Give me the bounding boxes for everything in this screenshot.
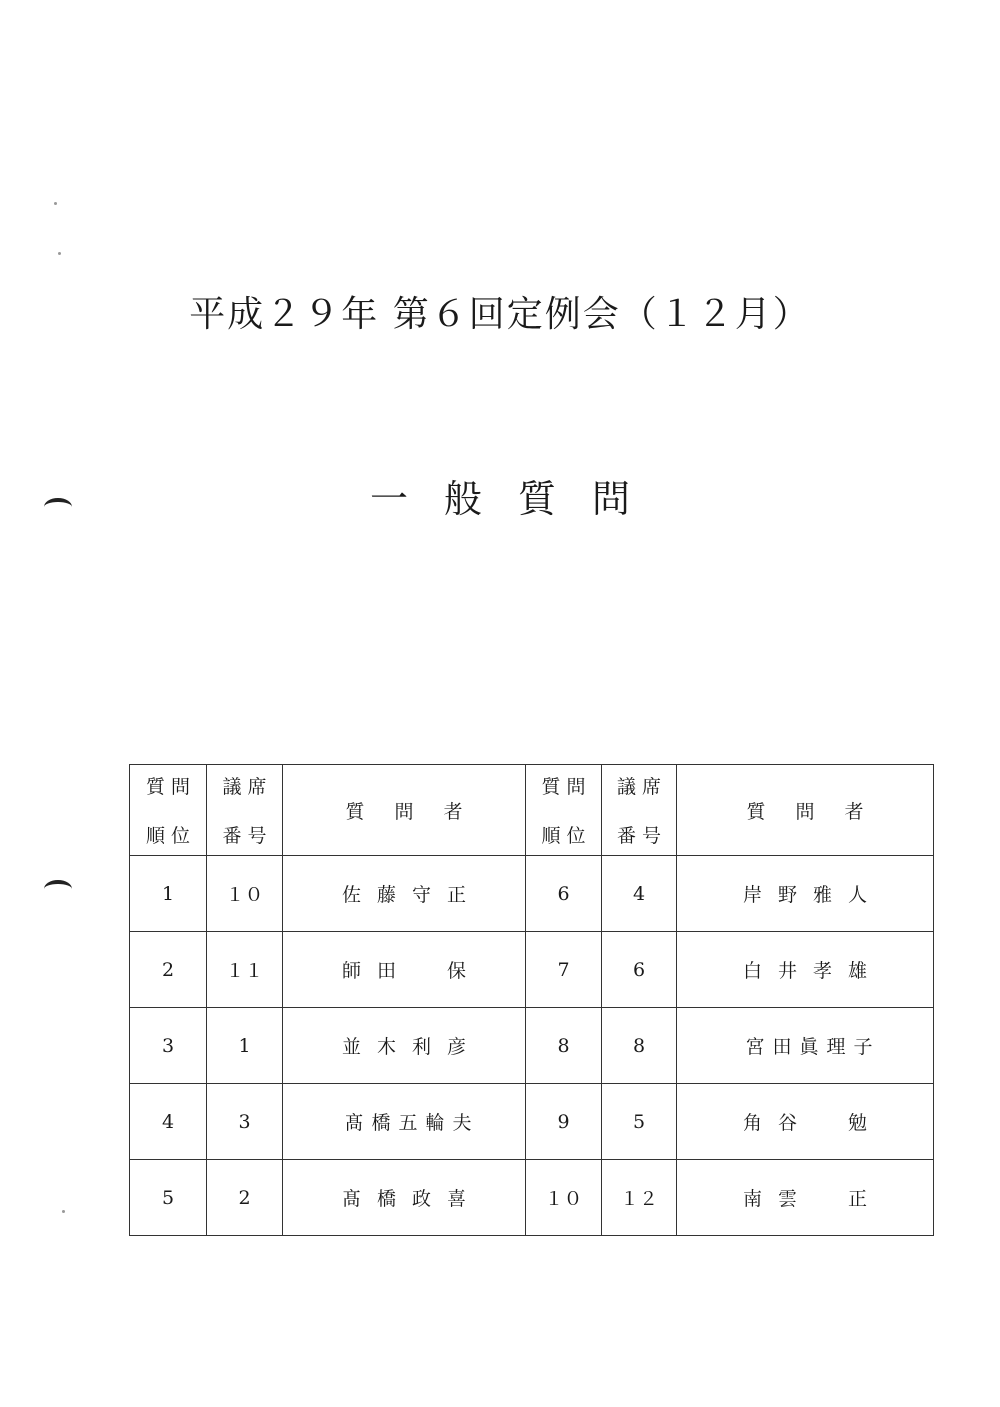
seat-cell: 6 (602, 932, 677, 1008)
seat-cell: 8 (602, 1008, 677, 1084)
name-cell: 佐藤守正 (283, 856, 526, 932)
header-order: 質問 順位 (130, 765, 207, 856)
document-title: 平成２９年 第６回定例会（１２月） (189, 294, 811, 335)
order-cell: 8 (526, 1008, 602, 1084)
document-subtitle: 一般質問 (369, 477, 666, 521)
order-cell: 9 (526, 1084, 602, 1160)
name-cell: 髙橋政喜 (283, 1160, 526, 1236)
table-row (130, 1160, 934, 1236)
order-cell: １０ (526, 1160, 602, 1236)
seat-cell: １２ (602, 1160, 677, 1236)
header-seat: 議席 番号 (602, 765, 677, 856)
header-seat: 議席 番号 (207, 765, 283, 856)
scan-speck (58, 252, 61, 255)
order-cell: 6 (526, 856, 602, 932)
name-cell: 角谷 勉 (677, 1084, 934, 1160)
table-row (130, 856, 934, 932)
scan-speck (54, 202, 57, 205)
seat-cell: １０ (207, 856, 283, 932)
name-cell: 岸野雅人 (677, 856, 934, 932)
order-cell: 5 (130, 1160, 207, 1236)
seat-cell: 2 (207, 1160, 283, 1236)
seat-cell: １１ (207, 932, 283, 1008)
name-cell: 南雲 正 (677, 1160, 934, 1236)
header-questioner: 質問者 (283, 765, 526, 856)
name-cell: 宮田眞理子 (677, 1008, 934, 1084)
seat-cell: 3 (207, 1084, 283, 1160)
table-row (130, 932, 934, 1008)
order-cell: 1 (130, 856, 207, 932)
header-questioner: 質問者 (677, 765, 934, 856)
name-cell: 師田 保 (283, 932, 526, 1008)
order-cell: 2 (130, 932, 207, 1008)
seat-cell: 1 (207, 1008, 283, 1084)
name-cell: 並木利彦 (283, 1008, 526, 1084)
scan-speck (62, 1210, 65, 1213)
header-order: 質問 順位 (526, 765, 602, 856)
order-cell: 7 (526, 932, 602, 1008)
punch-hole-mark (44, 880, 72, 898)
table-row (130, 1084, 934, 1160)
name-cell: 髙橋五輪夫 (283, 1084, 526, 1160)
order-cell: 3 (130, 1008, 207, 1084)
seat-cell: 4 (602, 856, 677, 932)
name-cell: 白井孝雄 (677, 932, 934, 1008)
table-row (130, 1008, 934, 1084)
questioner-table (129, 764, 934, 1236)
table-header-row (130, 765, 934, 856)
order-cell: 4 (130, 1084, 207, 1160)
seat-cell: 5 (602, 1084, 677, 1160)
